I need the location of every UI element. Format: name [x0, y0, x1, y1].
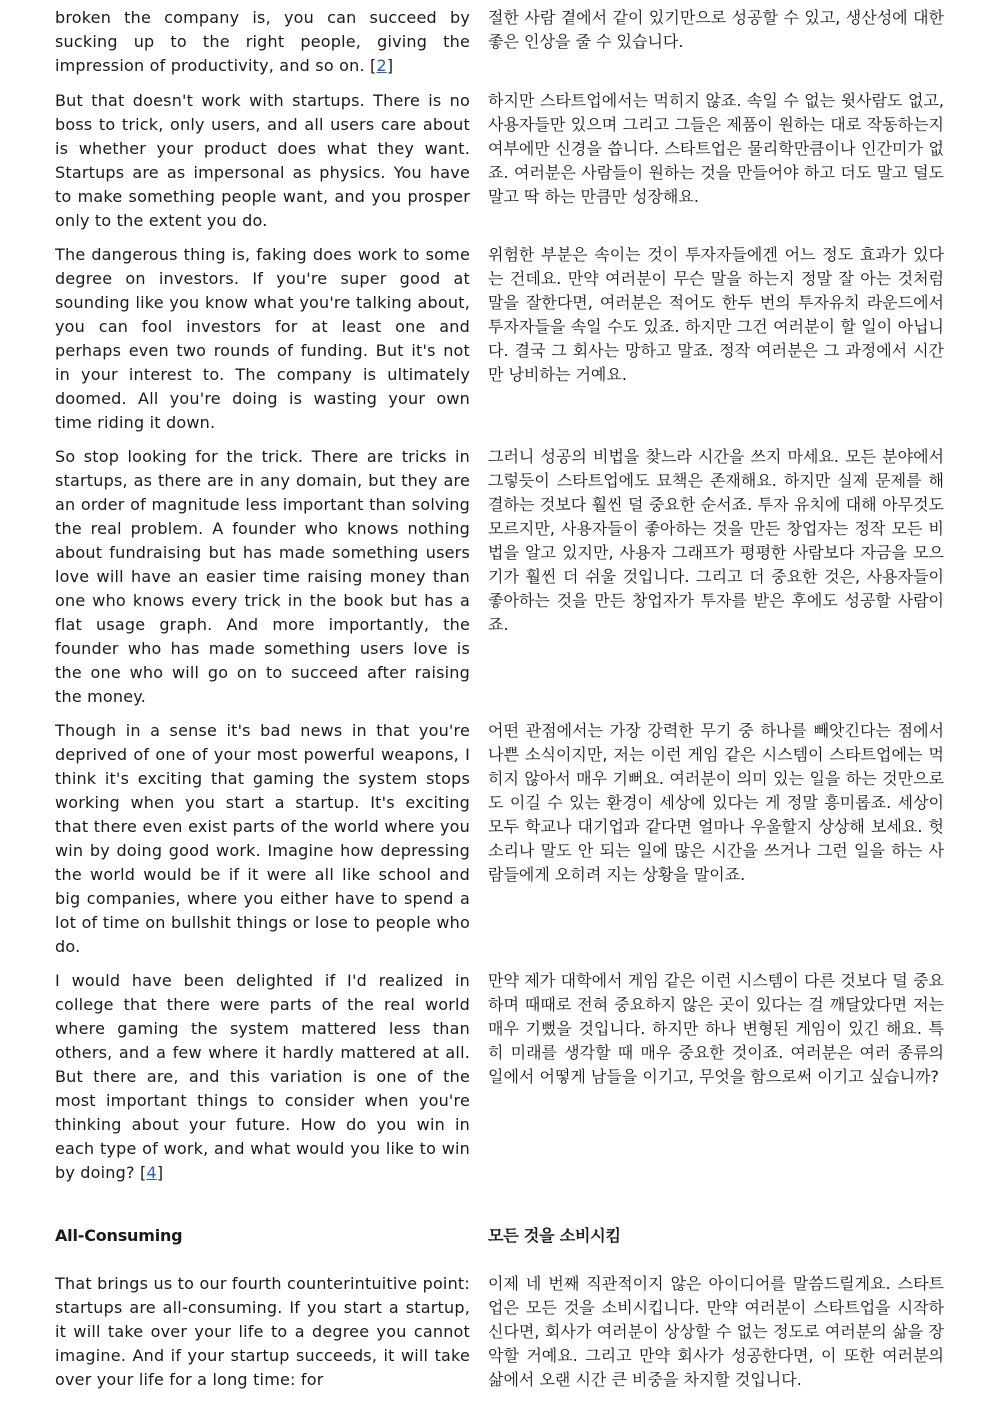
- paragraph-ko: 만약 제가 대학에서 게임 같은 이런 시스템이 다른 것보다 덜 중요하며 때때로 전혀 중요하지 않은 곳이 있다는 걸 깨달았다면 저는 매우 기뻤을 것입니다. 하지만 하나 변형된 게임이 있긴 해요. 특히 미래를 생각할 때 매우 중요한 것이죠. 여러분은 여러 종류의 일에서 어떻게 남들을 이기고, 무엇을 함으로써 이기고 싶습니까?: [488, 971, 944, 1086]
- paragraph-text: I would have been delighted if I'd realized in college that there were parts of the real world where gaming the system mattered less than others, and a few where it hardly mattered at all. But there are, and this variation is one of the most important things to consider when you're thinking about your future. How do you win in each type of work, and what would you like to win by doing?: [55, 971, 470, 1182]
- section-heading-en: All-Consuming: [55, 1226, 183, 1245]
- paragraph-en: broken the company is, you can succeed by sucking up to the right people, giving the impression of productivity, and so on. [2]: [55, 8, 470, 75]
- paragraph-en: The dangerous thing is, faking does work to some degree on investors. If you're super good at sounding like you know what you're talking about, you can fool investors for at least one and perhaps even two rounds of funding. But it's not in your interest to. The company is ultimately doomed. All you're doing is wasting your own time riding it down.: [55, 245, 470, 432]
- footnote-link[interactable]: 4: [146, 1163, 157, 1182]
- paragraph-ko: 절한 사람 곁에서 같이 있기만으로 성공할 수 있고, 생산성에 대한 좋은 인상을 줄 수 있습니다.: [488, 8, 944, 51]
- paragraph-ko: 하지만 스타트업에서는 먹히지 않죠. 속일 수 없는 윗사람도 없고, 사용자들만 있으며 그리고 그들은 제품이 원하는 대로 작동하는지 여부에만 신경을 씁니다. 스타트업은 물리학만큼이나 인간미가 없죠. 여러분은 사람들이 원하는 것을 만들어야 하고 더도 말고 덜도 말고 딱 하는 만큼만 성장해요.: [488, 91, 944, 206]
- paragraph-en: Though in a sense it's bad news in that you're deprived of one of your most powerful weapons, I think it's exciting that gaming the system stops working when you start a startup. It's exciting that there even exist parts of the world where you win by doing good work. Imagine how depressing the world would be if it were all like school and big companies, where you either have to spend a lot of time on bullshit things or lose to people who do.: [55, 721, 470, 956]
- section-heading-ko: 모든 것을 소비시킴: [488, 1226, 621, 1245]
- paragraph-en: So stop looking for the trick. There are tricks in startups, as there are in any domain, but they are an order of magnitude less important than solving the real problem. A founder who knows nothing about fundraising but has made something users love will have an easier time raising money than one who knows every trick in the book but has a flat usage graph. And more importantly, the founder who has made something users love is the one who will go on to succeed after raising the money.: [55, 447, 470, 706]
- footnote-link[interactable]: 2: [376, 56, 387, 75]
- paragraph-en: I would have been delighted if I'd realized in college that there were parts of the real world where gaming the system mattered less than others, and a few where it hardly mattered at all. But there are, and this variation is one of the most important things to consider when you're thinking about your future. How do you win in each type of work, and what would you like to win by doing? [4]: [55, 971, 470, 1182]
- paragraph-ko: 위험한 부분은 속이는 것이 투자자들에겐 어느 정도 효과가 있다는 건데요. 만약 여러분이 무슨 말을 하는지 정말 잘 아는 것처럼 말을 잘한다면, 여러분은 적어도 한두 번의 투자유치 라운드에서 투자자들을 속일 수도 있죠. 하지만 그건 여러분이 할 일이 아닙니다. 결국 그 회사는 망하고 말죠. 정작 여러분은 그 과정에서 시간만 낭비하는 거예요.: [488, 245, 944, 384]
- paragraph-ko: 이제 네 번째 직관적이지 않은 아이디어를 말씀드릴게요. 스타트업은 모든 것을 소비시킵니다. 만약 여러분이 스타트업을 시작하신다면, 회사가 여러분이 상상할 수 없는 정도로 여러분의 삶을 장악할 거예요. 그리고 만약 회사가 성공한다면, 이 또한 여러분의 삶에서 오랜 시간 큰 비중을 차지할 것입니다.: [488, 1274, 944, 1389]
- paragraph-ko: 어떤 관점에서는 가장 강력한 무기 중 하나를 빼앗긴다는 점에서 나쁜 소식이지만, 저는 이런 게임 같은 시스템이 스타트업에는 먹히지 않아서 매우 기뻐요. 여러분이 의미 있는 일을 하는 것만으로도 이길 수 있는 환경이 세상에 있다는 게 정말 흥미롭죠. 세상이 모두 학교나 대기업과 같다면 얼마나 우울할지 상상해 보세요. 헛소리나 말도 안 되는 일에 많은 시간을 쓰거나 그런 일을 하는 사람들에게 오히려 지는 상황을 말이죠.: [488, 721, 944, 884]
- paragraph-text: broken the company is, you can succeed by sucking up to the right people, giving the impression of productivity, and so on.: [55, 8, 470, 75]
- paragraph-en: That brings us to our fourth counterintuitive point: startups are all-consuming. If you start a startup, it will take over your life to a degree you cannot imagine. And if your startup succeeds, it will take over your life for a long time: for: [55, 1274, 470, 1389]
- paragraph-ko: 그러니 성공의 비법을 찾느라 시간을 쓰지 마세요. 모든 분야에서 그렇듯이 스타트업에도 묘책은 존재해요. 하지만 실제 문제를 해결하는 것보다 훨씬 덜 중요한 순서죠. 투자 유치에 대해 아무것도 모르지만, 사용자들이 좋아하는 것을 만든 창업자는 정작 모든 비법을 알고 있지만, 사용자 그래프가 평평한 사람보다 자금을 모으기가 훨씬 더 쉬울 것입니다. 그리고 더 중요한 것은, 사용자들이 좋아하는 것을 만든 창업자가 투자를 받은 후에도 성공할 사람이죠.: [488, 447, 944, 634]
- paragraph-en: But that doesn't work with startups. There is no boss to trick, only users, and all users care about is whether your product does what they want. Startups are as impersonal as physics. You have to make something people want, and you prosper only to the extent you do.: [55, 91, 470, 230]
